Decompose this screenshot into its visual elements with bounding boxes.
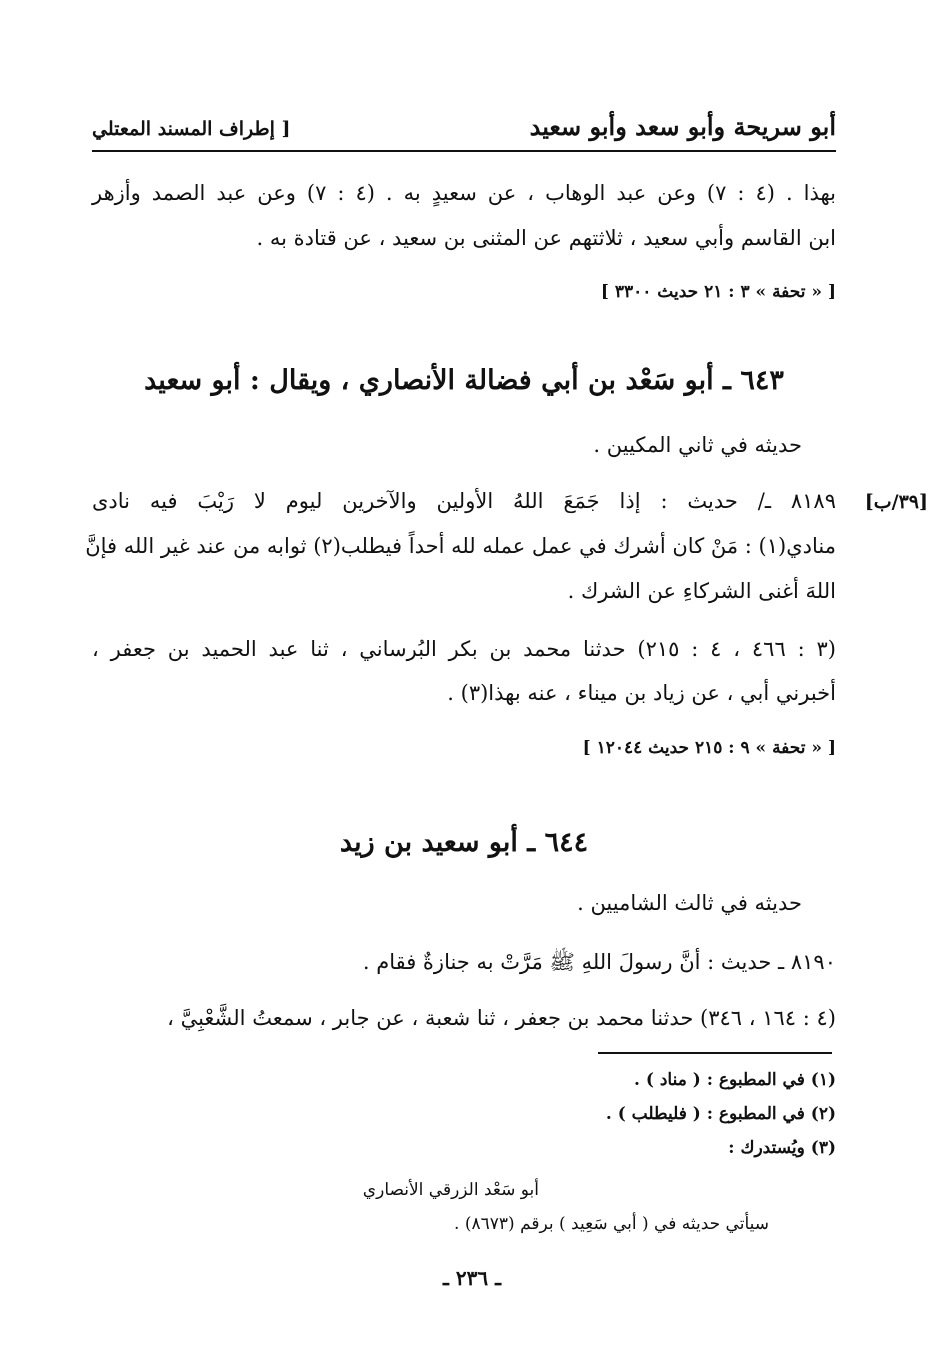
page-number: ـ ٢٣٦ ـ xyxy=(443,1266,501,1290)
hadith-line: ٨١٨٩ ـ/ حديث : إذا جَمَعَ اللهُ الأولين والآخرين ليوم لا رَيْبَ فيه نادى xyxy=(92,489,836,513)
isnad-line: (٤ : ١٦٤ ، ٣٤٦) حدثنا محمد بن جعفر ، ثنا شعبة ، عن جابر ، سمعتُ الشَّعْبِيَّ ، xyxy=(167,1006,836,1030)
running-header xyxy=(92,112,836,141)
header-title-right: أبو سريحة وأبو سعد وأبو سعيد xyxy=(529,112,836,141)
footnote: (٣) ويُستدرك : xyxy=(728,1138,836,1158)
section-intro: حديثه في ثاني المكيين . xyxy=(593,433,802,457)
section-intro: حديثه في ثالث الشاميين . xyxy=(577,891,802,915)
footnote-divider xyxy=(598,1052,832,1054)
header-title-left: [ إطراف المسند المعتلي xyxy=(92,118,291,140)
footnote: (١) في المطبوع : ( مناد ) . xyxy=(634,1070,836,1090)
section-heading: ٦٤٤ ـ أبو سعيد بن زيد xyxy=(339,827,589,858)
tuhfa-reference: [ « تحفة » ٩ : ٢١٥ حديث ١٢٠٤٤ ] xyxy=(582,738,836,758)
tuhfa-reference: [ « تحفة » ٣ : ٢١ حديث ٣٣٠٠ ] xyxy=(600,282,836,302)
footnote: (٢) في المطبوع : ( فليطلب ) . xyxy=(605,1104,836,1124)
footnote-continuation: أبو سَعْد الزرقي الأنصاري xyxy=(362,1180,539,1200)
hadith-line: اللهَ أغنى الشركاءِ عن الشرك . xyxy=(567,579,836,603)
footnote-continuation: سيأتي حديثه في ( أبي سَعِيد ) برقم (٨٦٧٣) . xyxy=(454,1214,769,1234)
margin-marker: [٣٩/ب] xyxy=(864,491,928,513)
isnad-line: (٣ : ٤٦٦ ، ٤ : ٢١٥) حدثنا محمد بن بكر البُرساني ، ثنا عبد الحميد بن جعفر ، xyxy=(92,637,836,661)
text-line: بهذا . (٤ : ٧) وعن عبد الوهاب ، عن سعيدٍ به . (٤ : ٧) وعن عبد الصمد وأزهر xyxy=(92,181,837,205)
hadith-line: ٨١٩٠ ـ حديث : أنَّ رسولَ اللهِ ﷺ مَرَّتْ به جنازةٌ فقام . xyxy=(362,950,836,974)
header-divider xyxy=(92,150,836,152)
isnad-line: أخبرني أبي ، عن زياد بن ميناء ، عنه بهذا(٣) . xyxy=(447,681,836,705)
text-line: ابن القاسم وأبي سعيد ، ثلاثتهم عن المثنى بن سعيد ، عن قتادة به . xyxy=(256,226,836,250)
section-heading: ٦٤٣ ـ أبو سَعْد بن أبي فضالة الأنصاري ، ويقال : أبو سعيد xyxy=(144,365,784,396)
hadith-line: منادي(١) : مَنْ كان أشرك في عمل عمله لله أحداً فيطلب(٢) ثوابه من عند غير الله فإنَّ xyxy=(85,534,836,558)
